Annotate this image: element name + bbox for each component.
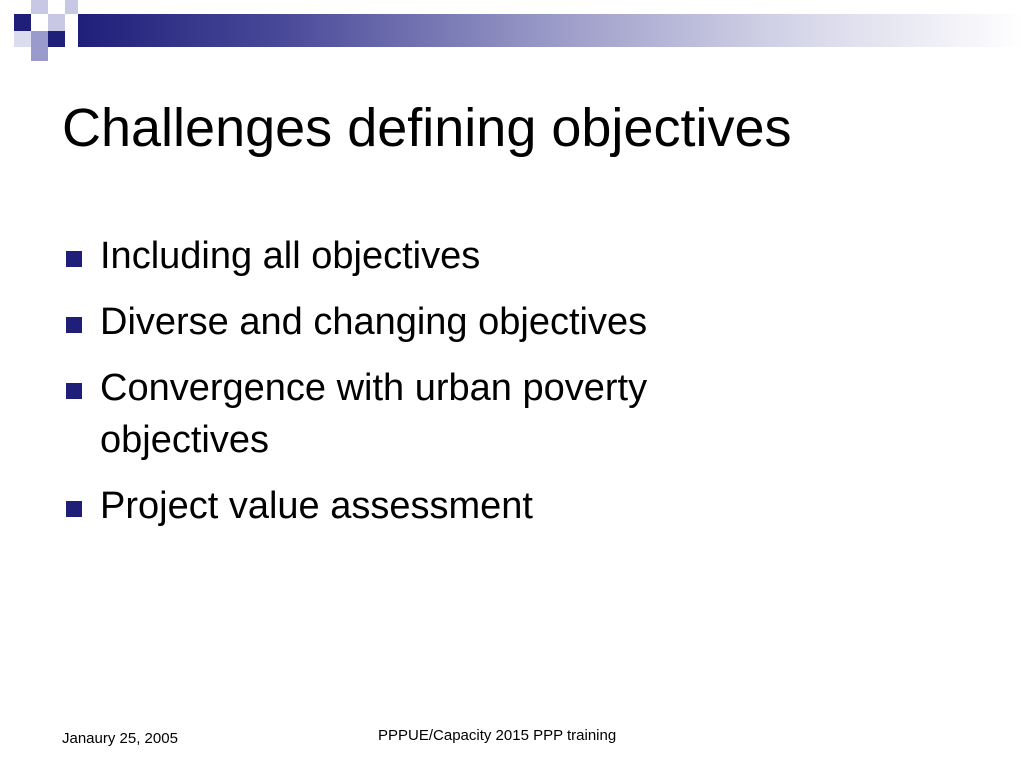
square-bullet-icon [66,383,82,399]
bullet-item [62,296,782,348]
deco-square [65,0,78,14]
bullet-text: Convergence with urban poverty objectives [100,367,648,461]
deco-square [14,31,31,47]
footer-date: Janaury 25, 2005 [62,730,178,747]
bullet-list [62,230,782,546]
bullet-item [62,230,782,282]
bullet-item [62,480,782,532]
deco-square [31,47,48,61]
footer-title: PPPUE/Capacity 2015 PPP training [378,727,617,744]
bullet-text: Diverse and changing objectives [100,301,648,343]
deco-square [48,14,65,31]
deco-square [14,14,31,31]
square-bullet-icon [66,251,82,267]
bullet-item [62,362,782,466]
bullet-text: Project value assessment [100,485,533,527]
gradient-band [78,14,1024,47]
slide-title: Challenges defining objectives [62,98,792,158]
deco-square [31,0,48,14]
square-bullet-icon [66,501,82,517]
deco-square [31,31,48,47]
bullet-text: Including all objectives [100,235,481,277]
deco-square [48,31,65,47]
header-decoration [0,0,1024,64]
square-bullet-icon [66,317,82,333]
